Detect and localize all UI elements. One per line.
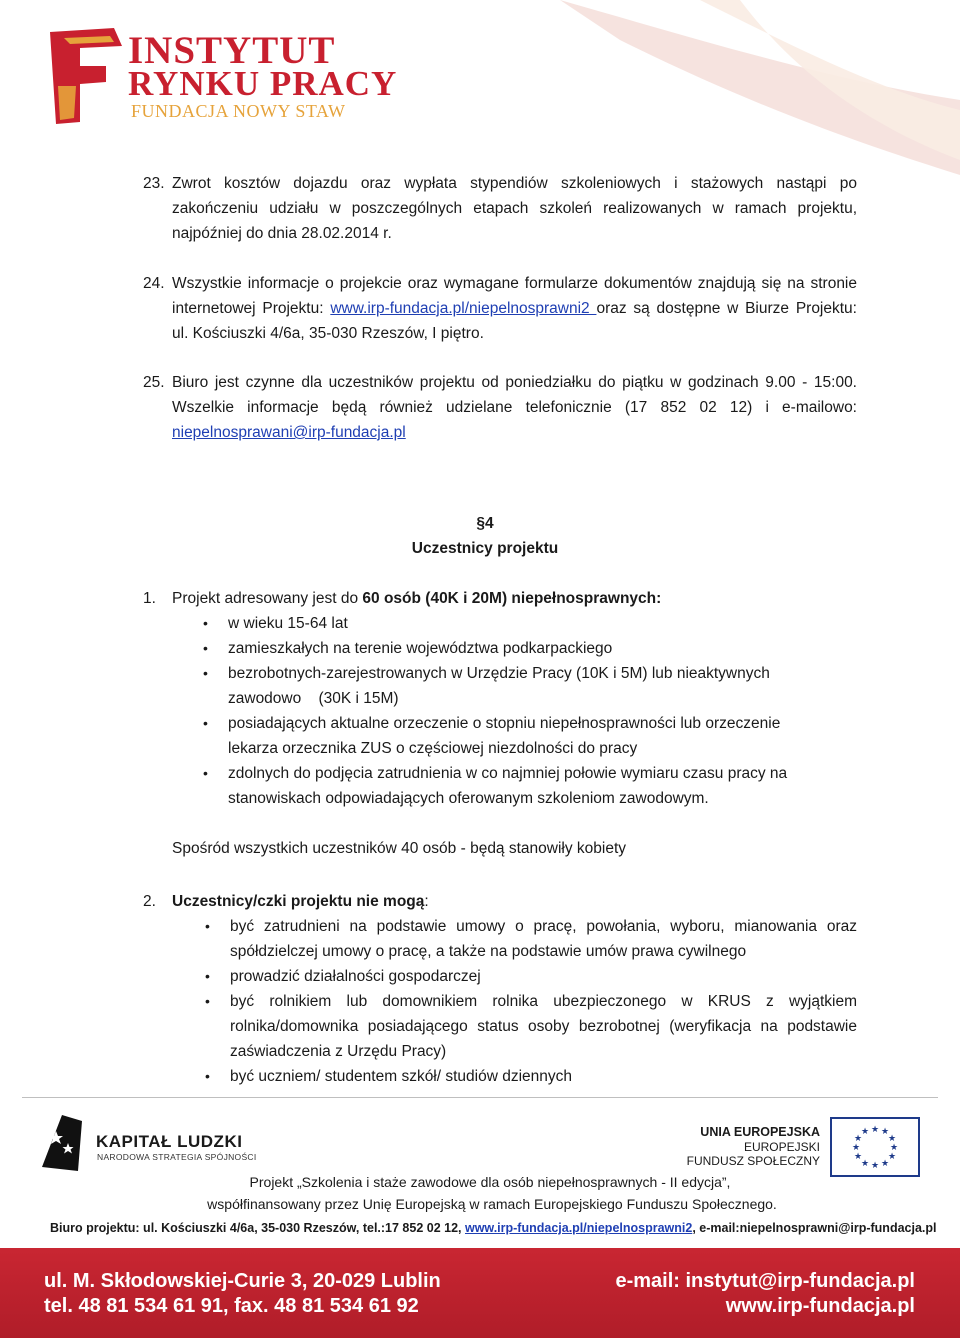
svg-text:★: ★ xyxy=(860,1159,870,1169)
list-item: • zamieszkałych na terenie województwa podkarpackiego xyxy=(228,636,828,661)
logo-title-line2: RYNKU PRACY xyxy=(128,64,398,103)
paragraph-text: Zwrot kosztów dojazdu oraz wypłata stypendiów szkoleniowych i stażowych nastąpi po zakończeniu udziału w poszczególnych etapach szkoleń realizowanych w ramach projektu, najpóźniej do dnia 28.02.2014 r. xyxy=(172,175,857,242)
project-title-line: Projekt „Szkolenia i staże zawodowe dla osób niepełnosprawnych - II edycja”, xyxy=(249,1174,731,1190)
cofinancing-line: współfinansowany przez Unię Europejską w ramach Europejskiego Funduszu Społecznego. xyxy=(207,1196,777,1212)
bullet-icon: • xyxy=(205,918,210,934)
project-website-link[interactable]: www.irp-fundacja.pl/niepelnosprawni2 xyxy=(330,300,597,317)
point-heading-bold: 60 osób (40K i 20M) niepełnosprawnych: xyxy=(362,590,662,607)
svg-text:★: ★ xyxy=(887,1134,897,1144)
bullet-icon: • xyxy=(203,665,208,681)
list-item: • być zatrudnieni na podstawie umowy o pracę, powołania, wyboru, mianowania oraz spółdzielczej umowy o pracę, a także na podstawie umów prawa cywilnego xyxy=(230,914,857,964)
foundation-address: ul. M. Skłodowskiej-Curie 3, 20-029 Lublin xyxy=(44,1270,441,1292)
paragraph-23 xyxy=(143,171,857,246)
list-item: • bezrobotnych-zarejestrowanych w Urzędzie Pracy (10K i 5M) lub nieaktywnych zawodowo (30K i 15M) xyxy=(228,661,828,711)
paragraph-text xyxy=(172,370,857,445)
footer-website-link[interactable]: www.irp-fundacja.pl/niepelnosprawni2 xyxy=(464,1221,693,1235)
svg-text:★: ★ xyxy=(853,1134,863,1144)
office-contact-line: Biuro projektu: ul. Kościuszki 4/6a, 35-030 Rzeszów, tel.:17 852 02 12, www.irp-fundacja.pl/niepelnosprawni2, e-mail:niepelnosprawni@irp-fundacja.pl xyxy=(50,1221,937,1235)
foundation-website[interactable]: www.irp-fundacja.pl xyxy=(725,1295,915,1317)
svg-text:★: ★ xyxy=(870,1161,880,1171)
eligibility-list xyxy=(203,611,828,811)
paragraph-number: 24. xyxy=(143,275,165,292)
bullet-icon: • xyxy=(203,715,208,731)
point-number: 1. xyxy=(143,590,156,607)
bullet-icon: • xyxy=(203,615,208,631)
list-item: • prowadzić działalności gospodarczej xyxy=(230,964,857,989)
list-item: • być rolnikiem lub domownikiem rolnika ubezpieczonego w KRUS z wyjątkiem rolnika/domownika posiadającego status osoby bezrobotnej (weryfikacja na podstawie zaświadczenia z Urzędu Pracy) xyxy=(230,989,857,1064)
foundation-email[interactable]: e-mail: instytut@irp-fundacja.pl xyxy=(615,1270,915,1292)
list-item: • zdolnych do podjęcia zatrudnienia w co najmniej połowie wymiaru czasu pracy na stanowiskach odpowiadających oferowanym szkoleniom zawodowym. xyxy=(228,761,828,811)
paragraph-number: 25. xyxy=(143,374,165,391)
women-note: Spośród wszystkich uczestników 40 osób - będą stanowiły kobiety xyxy=(172,840,627,857)
paragraph-number: 23. xyxy=(143,175,165,192)
list-item: • w wieku 15-64 lat xyxy=(228,611,828,636)
bullet-icon: • xyxy=(203,640,208,656)
point-heading-bold: Uczestnicy/czki projektu nie mogą xyxy=(172,893,425,910)
paragraph-24 xyxy=(143,271,857,346)
svg-text:★: ★ xyxy=(880,1159,890,1169)
paragraph-text-before: Biuro jest czynne dla uczestników projektu od poniedziałku do piątku w godzinach 9.00 - 15:00. Wszelkie informacje będą również udzielane telefonicznie (17 852 02 12) i e-mailowo: xyxy=(172,374,857,416)
eu-label-line1: UNIA EUROPEJSKA xyxy=(700,1125,820,1139)
footer-red-band xyxy=(0,1248,960,1338)
kapital-ludzki-logo-icon xyxy=(38,1113,86,1175)
logo-subtitle: FUNDACJA NOWY STAW xyxy=(131,101,346,121)
paragraph-text xyxy=(172,271,857,346)
paragraph-text-after: oraz są dostępne w Biurze Projektu: ul. Kościuszki 4/6a, 35-030 Rzeszów, I piętro. xyxy=(172,300,857,342)
foundation-phone: tel. 48 81 534 61 91, fax. 48 81 534 61 92 xyxy=(44,1295,419,1317)
section-number: §4 xyxy=(476,515,494,532)
point-heading: Projekt adresowany jest do 60 osób (40K i 20M) niepełnosprawnych: xyxy=(172,590,662,607)
logo-title-line1: INSTYTUT xyxy=(128,29,336,72)
svg-text:★: ★ xyxy=(860,1127,870,1137)
svg-text:★: ★ xyxy=(887,1152,897,1162)
kapital-ludzki-subtitle: NARODOWA STRATEGIA SPÓJNOŚCI xyxy=(97,1152,257,1162)
section-title: Uczestnicy projektu xyxy=(411,540,559,557)
point-2 xyxy=(143,889,857,1089)
svg-text:★: ★ xyxy=(870,1125,880,1135)
bullet-icon: • xyxy=(203,765,208,781)
paragraph-25 xyxy=(143,370,857,445)
svg-text:★: ★ xyxy=(851,1143,861,1153)
bullet-icon: • xyxy=(205,993,210,1009)
bullet-icon: • xyxy=(205,1068,210,1084)
contact-email-link[interactable]: niepelnosprawani@irp-fundacja.pl xyxy=(172,424,406,441)
exclusion-list xyxy=(205,914,857,1089)
eu-label-line3: FUNDUSZ SPOŁECZNY xyxy=(686,1154,820,1168)
point-heading: Uczestnicy/czki projektu nie mogą: xyxy=(172,893,429,910)
footer-divider xyxy=(22,1097,938,1098)
eu-label-line2: EUROPEJSKI xyxy=(743,1140,820,1154)
list-item: • posiadających aktualne orzeczenie o stopniu niepełnosprawności lub orzeczenie lekarza orzecznika ZUS o częściowej niezdolności do pracy xyxy=(228,711,828,761)
bullet-icon: • xyxy=(205,968,210,984)
list-item: • być uczniem/ studentem szkół/ studiów dziennych xyxy=(230,1064,857,1089)
eu-flag-icon xyxy=(830,1117,920,1177)
paragraph-text-before: Wszystkie informacje o projekcie oraz wymagane formularze dokumentów znajdują się na stronie internetowej Projektu: xyxy=(172,275,857,317)
svg-text:★: ★ xyxy=(853,1152,863,1162)
point-1 xyxy=(143,586,857,861)
svg-text:★: ★ xyxy=(889,1143,899,1153)
kapital-ludzki-title: KAPITAŁ LUDZKI xyxy=(96,1132,243,1151)
svg-text:★: ★ xyxy=(880,1127,890,1137)
point-number: 2. xyxy=(143,893,156,910)
